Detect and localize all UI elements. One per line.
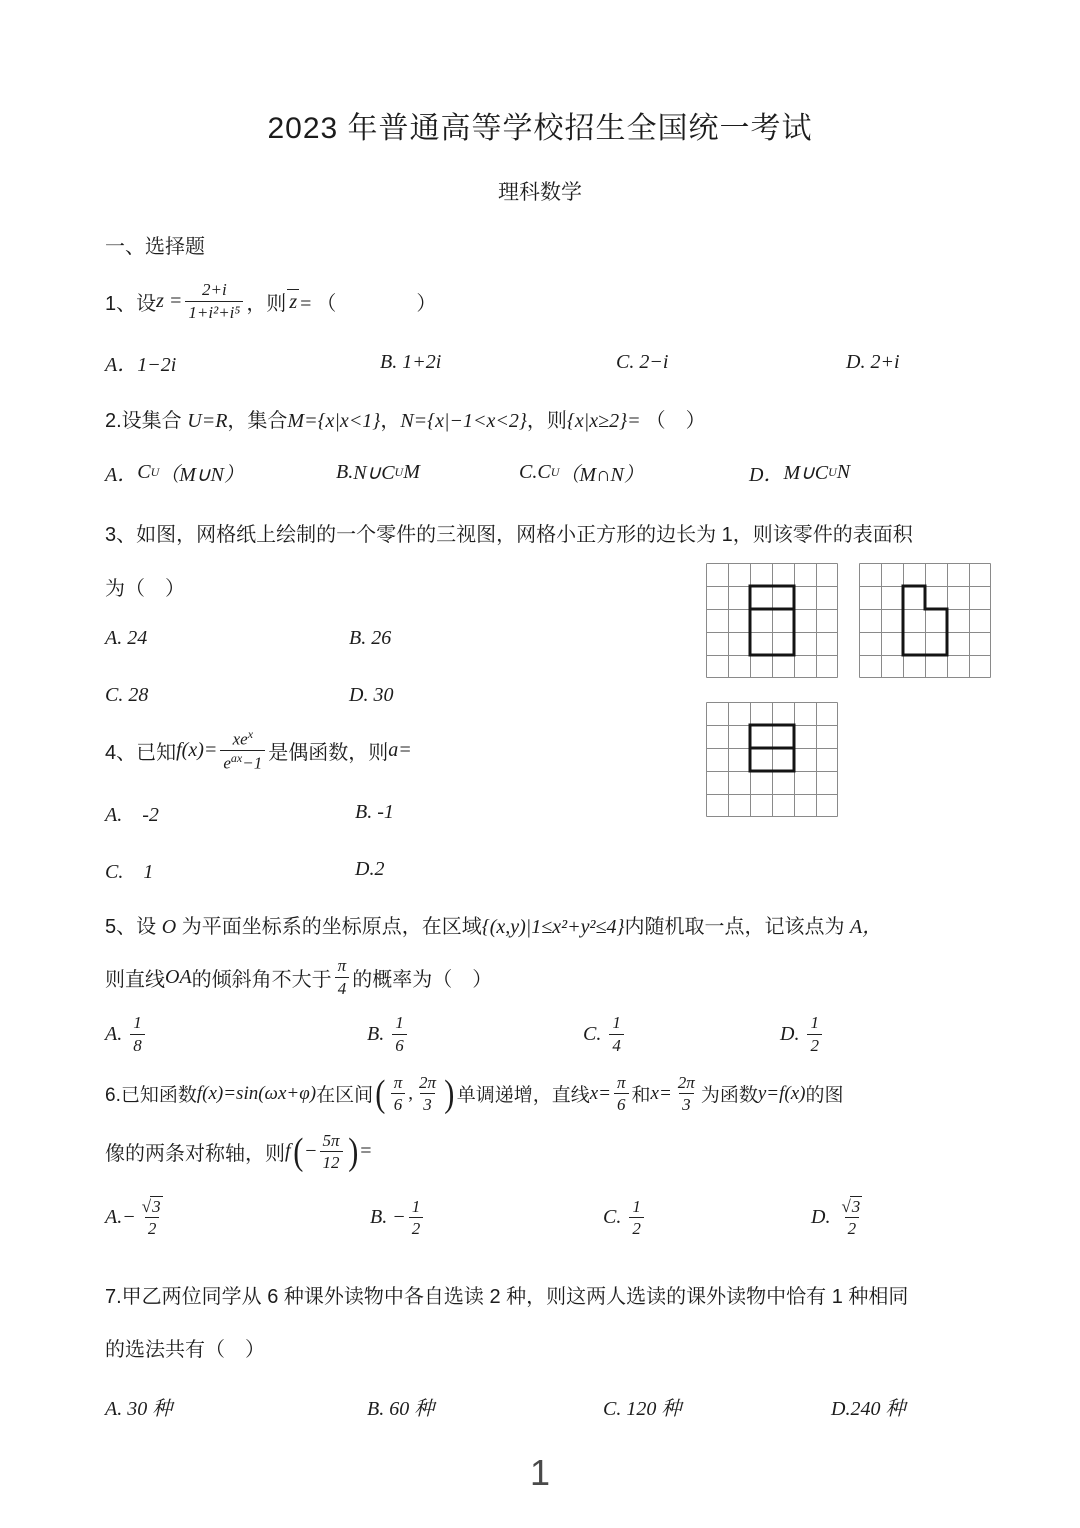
page-subtitle: 理科数学	[498, 181, 582, 204]
option-d: D. 30	[349, 684, 394, 706]
left-paren: (	[292, 1130, 303, 1173]
option-a: A． C U （M∪N）	[105, 461, 244, 486]
question-6-stem-line2: 像的两条对称轴，则 f ( − $\frac{5\pi}{12}$ ) =	[105, 1130, 372, 1173]
option-c: C. $\frac{1}{2}$	[603, 1196, 811, 1240]
option-d: D.240 种	[831, 1398, 906, 1420]
option-b: B. N∪C U M	[336, 461, 420, 484]
option-c: C. 1	[105, 861, 154, 883]
side-view-grid	[859, 563, 991, 678]
question-5-stem-line2: 则直线 OA 的倾斜角不大于 $\frac{\pi}{4}$ 的概率为（ ）	[105, 956, 493, 998]
option-a: A. 30 种	[105, 1398, 173, 1420]
option-a: A. − $\frac{√3}{2}$	[105, 1196, 161, 1238]
option-d: D． M∪C U N	[749, 461, 851, 486]
question-1-options	[105, 348, 985, 377]
page-title: 2023 年普通高等学校招生全国统一考试	[267, 112, 813, 145]
question-4-stem: 4、已知 f(x)= $\frac{xe^x}{e^{ax}-1}$ 是偶函数，则 a=	[105, 726, 412, 773]
question-6-stem-line1: 6.已知函数 f(x)=sin(ωx+φ) 在区间 ( $\frac{\pi}{6}$ , $\frac{2\pi}{3}$ ) 单调递增，直线 x= $\frac{\pi}{6}$ 和 x= $\frac{2\pi}{3}$ 为函数 y=f(x) 的图	[105, 1072, 844, 1115]
option-c: C. 120 种	[603, 1398, 682, 1420]
section-label: 一、选择题	[105, 236, 205, 258]
question-2-stem: 2.设集合 U=R，集合M={x|x<1}，N={x|−1<x<2}，则{x|x≥2}= （ ）	[105, 410, 706, 432]
question-5-options	[105, 1008, 985, 1060]
option-b: B. 60 种	[367, 1398, 435, 1420]
option-c: C. 2−i	[616, 351, 669, 373]
left-paren: (	[375, 1072, 386, 1115]
question-1-stem: 1、设 z = $\frac{2+i}{\text{1+i²+i⁵}}$ ，则 z = （ ）	[105, 280, 437, 322]
question-7-stem-line1: 7.甲乙两位同学从 6 种课外读物中各自选读 2 种，则这两人选读的课外读物中恰有 1 种相同	[105, 1286, 909, 1308]
right-paren: )	[347, 1130, 358, 1173]
question-6-options	[105, 1190, 985, 1245]
option-a: A. 24	[105, 627, 148, 649]
option-b: B. 26	[349, 627, 392, 649]
question-4-options-row1	[105, 798, 605, 827]
fraction: $\frac{2+i}{\text{1+i²+i⁵}}$	[185, 279, 243, 323]
page-number: 1	[529, 1452, 551, 1493]
option-c: C. 28	[105, 684, 149, 706]
option-d: D.2	[355, 858, 385, 880]
option-a: A. -2	[105, 804, 159, 826]
question-3-options-row1	[105, 627, 605, 650]
option-d: D. $\frac{1}{2}$	[780, 1012, 985, 1056]
three-view-figure	[706, 563, 996, 823]
option-a: A. $\frac{1}{8}$	[105, 1012, 367, 1056]
option-b: B. − $\frac{1}{2}$	[370, 1196, 603, 1240]
question-7-options	[105, 1392, 985, 1421]
option-c: C. C U （M∩N）	[519, 461, 644, 486]
question-2-options	[105, 458, 985, 487]
question-4-options-row2	[105, 855, 605, 884]
option-a: A．1−2i	[105, 354, 177, 376]
z-conjugate: z	[289, 291, 298, 313]
option-d: D. 2+i	[846, 351, 900, 373]
option-b: B. -1	[355, 801, 394, 823]
question-7-stem-line2: 的选法共有（ ）	[105, 1339, 265, 1361]
right-paren: )	[444, 1072, 455, 1115]
question-3-stem-line2: 为（ ）	[105, 578, 185, 600]
top-view-grid	[706, 702, 838, 817]
front-view-grid	[706, 563, 838, 678]
question-5-stem-line1: 5、设 O 为平面坐标系的坐标原点，在区域{(x,y)|1≤x²+y²≤4}内随机取一点，记该点为 A，	[105, 916, 883, 938]
option-b: B. $\frac{1}{6}$	[367, 1012, 583, 1056]
fraction: $\frac{\pi}{4}$	[335, 955, 350, 999]
option-c: C. $\frac{1}{4}$	[583, 1012, 780, 1056]
fraction: $\frac{xe^x}{e^{ax}-1}$	[220, 727, 265, 774]
option-d: D. $\frac{√3}{2}$	[811, 1196, 861, 1238]
option-b: B. 1+2i	[380, 351, 442, 373]
question-3-stem-line1: 3、如图，网格纸上绘制的一个零件的三视图，网格小正方形的边长为 1，则该零件的表面积	[105, 524, 913, 546]
question-3-options-row2	[105, 684, 605, 707]
